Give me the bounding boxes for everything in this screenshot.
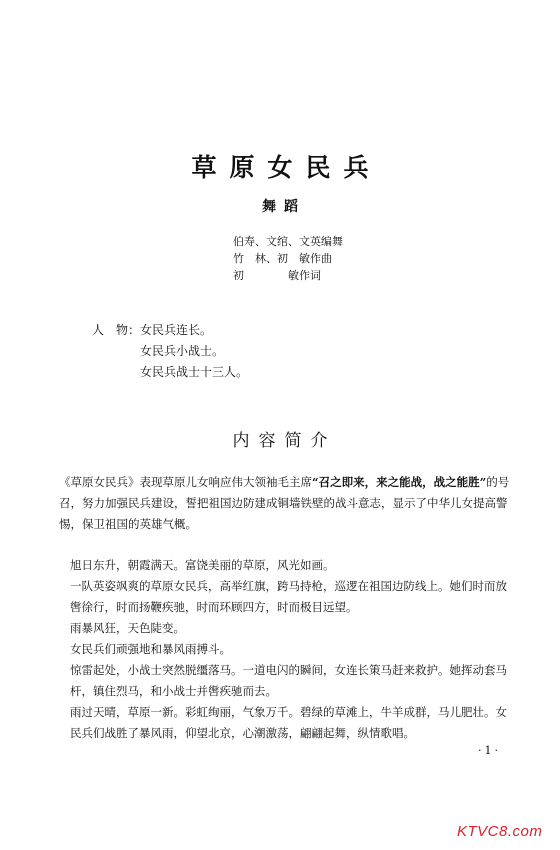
story-paragraph: 旭日东升，朝霞满天。富饶美丽的草原，风光如画。 [70,558,335,572]
cast-member: 女民兵战士十三人。 [140,365,249,379]
story-paragraph: 雨暴风狂，天色陡变。 [70,621,185,635]
story-text [70,555,513,744]
credit-composition: 竹 林、初 敏作曲 [233,252,332,265]
story-paragraph: 雨过天晴，草原一新。彩虹绚丽，气象万千。碧绿的草滩上，牛羊成群，马儿肥壮。女民兵们战胜了暴风雨，仰望北京，心潮激荡，翩翩起舞，纵情歌唱。 [70,705,507,740]
intro-paragraph [59,472,513,535]
intro-quote: “召之即来，来之能战，战之能胜” [312,475,487,489]
cast-label: 人 物： [92,323,141,337]
page-subtitle: 舞蹈 [262,199,306,215]
cast-member: 女民兵连长。 [140,323,213,337]
credit-choreography: 伯寿、文绾、文英编舞 [233,235,343,248]
intro-text: 的号召，努力加强民兵建设，誓把祖国边防建成铜墙铁壁的战斗意志，显示了中华儿女提高警惕，保卫祖国的英雄气概。 [59,475,510,531]
credit-lyrics: 初 敏作词 [233,269,321,282]
site-watermark: KTVC8.com [457,823,543,840]
page-title: 草原女民兵 [191,153,382,182]
credits-block [233,233,343,284]
story-paragraph: 女民兵们顽强地和暴风雨搏斗。 [70,642,231,656]
story-paragraph: 一队英姿飒爽的草原女民兵，高举红旗，跨马持枪，巡逻在祖国边防线上。她们时而放辔徐行，时而扬鞭疾驰，时而环顾四方，时而极目远望。 [70,579,507,614]
section-title: 内容简介 [232,431,337,451]
story-paragraph: 惊雷起处，小战士突然脱缰落马。一道电闪的瞬间，女连长策马赶来救护。她挥动套马杆，镇住烈马，和小战士并辔疾驰而去。 [70,663,507,698]
cast-list [92,320,248,383]
intro-text: 《草原女民兵》表现草原儿女响应伟大领袖毛主席 [59,475,312,489]
cast-member: 女民兵小战士。 [140,344,225,358]
page-number: ·1· [478,744,501,757]
